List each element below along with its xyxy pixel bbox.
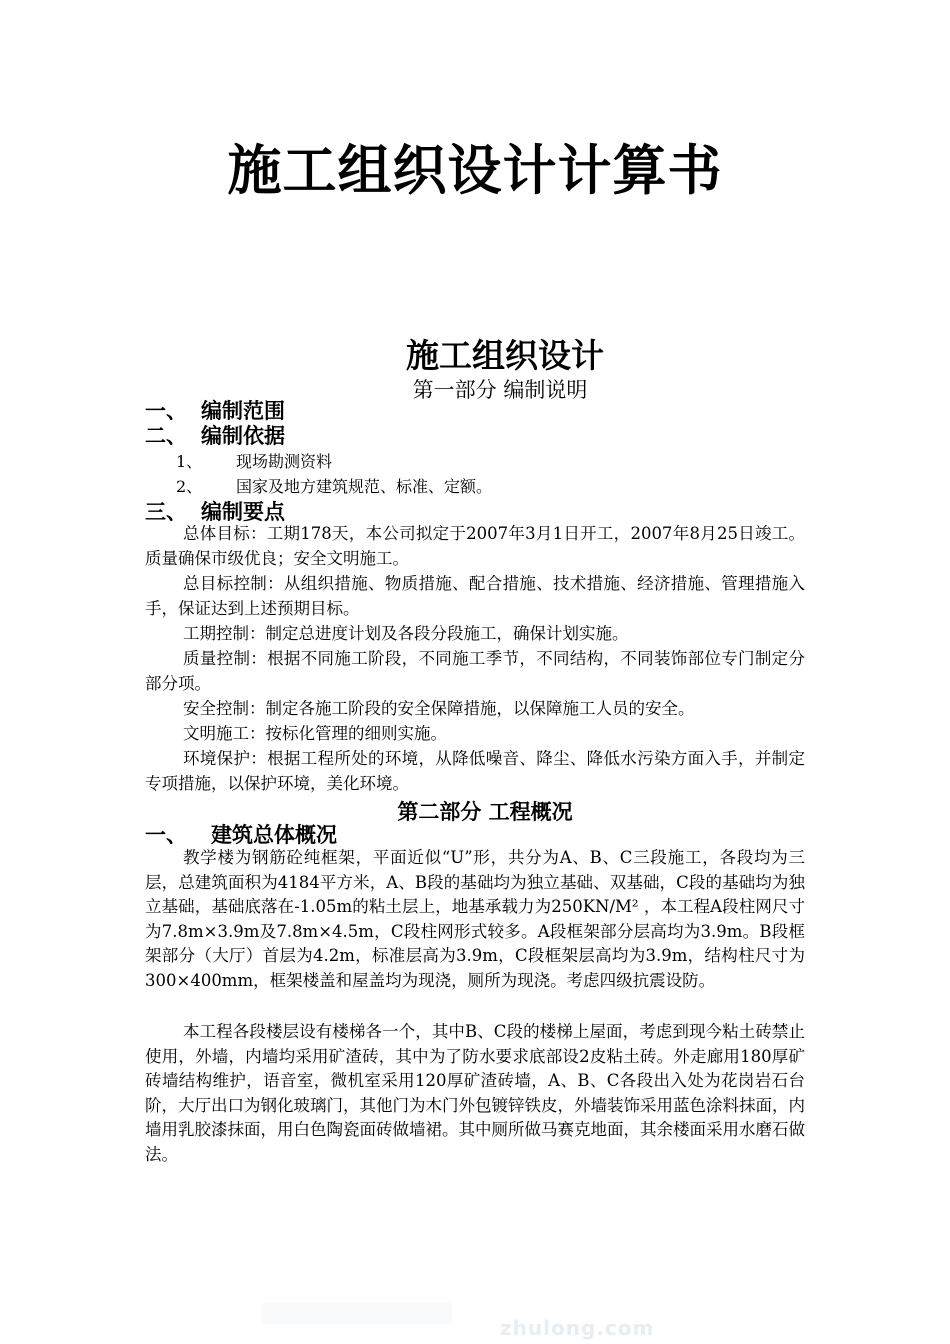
footer-watermark: zhulong.com	[500, 1316, 655, 1340]
section-label: 编制范围	[201, 399, 285, 423]
paragraph-goal-control: 总目标控制：从组织措施、物质措施、配合措施、技术措施、经济措施、管理措施入手，保证达到上述预期目标。	[145, 574, 805, 618]
item-text: 现场勘测资料	[236, 452, 333, 471]
section-title: 施工组织设计	[406, 336, 604, 375]
paragraph-safety-control: 安全控制：制定各施工阶段的安全保障措施，以保障施工人员的安全。	[183, 699, 695, 718]
part1-heading: 第一部分 编制说明	[412, 378, 588, 402]
section-number: 一、	[145, 399, 187, 423]
faint-watermark	[248, 306, 568, 324]
part2-heading: 第二部分 工程概况	[397, 800, 573, 824]
section-number: 一、	[145, 823, 187, 847]
paragraph-environment: 环境保护：根据工程所处的环境，从降低噪音、降尘、降低水污染方面入手，并制定专项措施，以保护环境，美化环境。	[145, 749, 805, 793]
section-label: 建筑总体概况	[211, 823, 337, 847]
section-heading-overview	[145, 822, 337, 848]
section-label: 编制要点	[201, 500, 285, 524]
document-title: 施工组织设计计算书	[227, 139, 723, 202]
paragraph-overall-goal: 总体目标：工期178天，本公司拟定于2007年3月1日开工，2007年8月25日竣工。质量确保市级优良；安全文明施工。	[145, 524, 805, 568]
paragraph-quality-control: 质量控制：根据不同施工阶段，不同施工季节，不同结构，不同装饰部位专门制定分部分项。	[145, 649, 805, 693]
footer-smudge	[262, 1302, 452, 1324]
item-number: 1、	[176, 452, 203, 471]
basis-item	[176, 475, 492, 499]
section-number: 二、	[145, 424, 187, 448]
item-text: 国家及地方建筑规范、标准、定额。	[236, 477, 493, 496]
item-number: 2、	[176, 477, 203, 496]
paragraph-building-overview: 教学楼为钢筋砼纯框架，平面近似“U”形，共分为A、B、C三段施工，各段均为三层，总建筑面积为4184平方米，A、B段的基础均为独立基础、双基础，C段的基础均为独立基础，基础底落在-1.05m的粘土层上，地基承载力为250KN/M² ，本工程A段柱网尺寸为7.8m×3.9m及7.8m×4.5m，C段柱网形式较多。A段框架部分层高均为3.9m。B段框架部分（大厅）首层为4.2m，标准层高为3.9m，C段框架层高均为3.9m，结构柱尺寸为300×400mm，框架楼盖和屋盖均为现浇，厕所为现浇。考虑四级抗震设防。	[145, 848, 805, 990]
section-heading-scope	[145, 398, 285, 424]
basis-item	[176, 450, 332, 474]
paragraph-building-details: 本工程各段楼层设有楼梯各一个，其中B、C段的楼梯上屋面，考虑到现今粘土砖禁止使用，外墙，内墙均采用矿渣砖，其中为了防水要求底部设2皮粘土砖。外走廊用180厚矿砖墙结构维护，语音室，微机室采用120厚矿渣砖墙，A、B、C各段出入处为花岗岩石台阶，大厅出口为钢化玻璃门，其他门为木门外包镀锌铁皮，外墙装饰采用蓝色涂料抹面，内墙用乳胶漆抹面，用白色陶瓷面砖做墙裙。其中厕所做马赛克地面，其余楼面采用水磨石做法。	[145, 1022, 805, 1164]
section-heading-basis	[145, 423, 285, 449]
section-number: 三、	[145, 500, 187, 524]
paragraph-schedule-control: 工期控制：制定总进度计划及各段分段施工，确保计划实施。	[183, 624, 629, 643]
section-label: 编制依据	[201, 424, 285, 448]
paragraph-civilized-construction: 文明施工：按标化管理的细则实施。	[183, 724, 447, 743]
